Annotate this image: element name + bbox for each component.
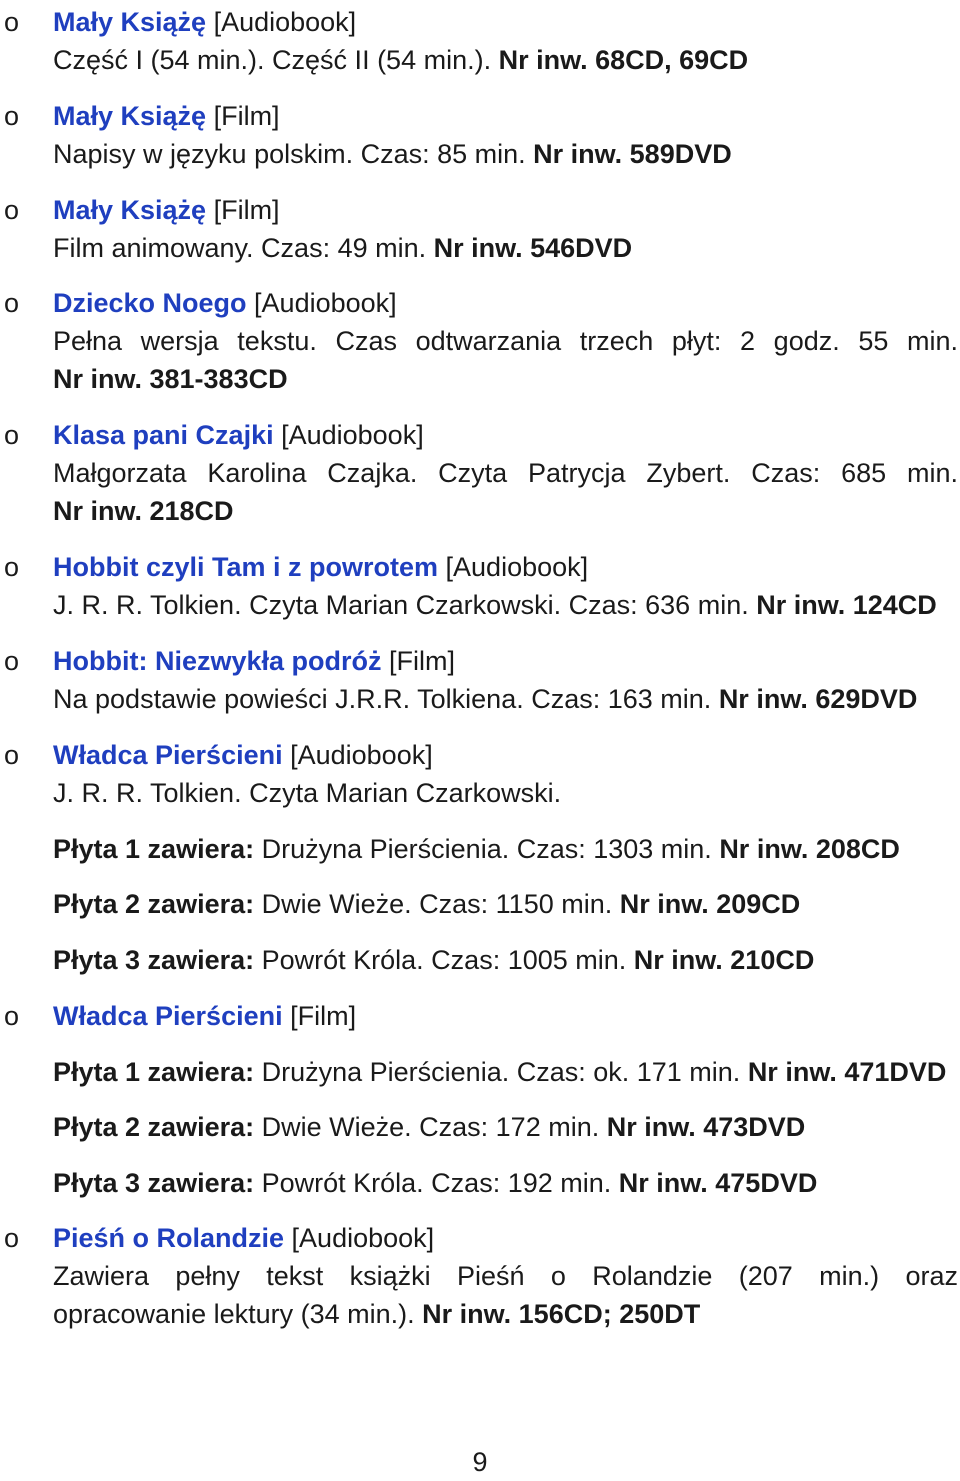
entry-description-continued (53, 360, 958, 398)
entry-title: Klasa pani Czajki (53, 420, 274, 450)
disc-line (53, 941, 958, 979)
entry-desc: J. R. R. Tolkien. Czyta Marian Czarkowski. Czas: 636 min. (53, 590, 757, 620)
entry-title: Mały Książę (53, 7, 207, 37)
inventory-number: Nr inw. 381-383CD (53, 364, 288, 394)
entry-heading (53, 1219, 958, 1257)
entry-title: Mały Książę (53, 101, 207, 131)
entry-description (53, 774, 958, 812)
inventory-number: Nr inw. 546DVD (433, 233, 633, 263)
inventory-number: Nr inw. 209CD (619, 889, 801, 919)
entry-kind: [Audiobook] (273, 420, 424, 450)
inventory-number: Nr inw. 124CD (756, 590, 937, 620)
bullet: o (4, 195, 20, 225)
inventory-number: Nr inw. 208CD (719, 834, 900, 864)
entry-heading (53, 284, 958, 322)
entry-title: Pieśń o Rolandzie (53, 1223, 285, 1253)
inventory-number: Nr inw. 218CD (53, 496, 234, 526)
bullet: o (4, 740, 20, 770)
entry-desc: Małgorzata Karolina Czajka. Czyta Patrycja Zybert. Czas: 685 min. (53, 458, 958, 488)
disc-label: Płyta 1 zawiera: (53, 834, 255, 864)
disc-line (53, 885, 958, 923)
entry-description-continued (53, 492, 958, 530)
entry-heading (53, 997, 958, 1035)
disc-line (53, 830, 958, 868)
bullet: o (4, 1223, 20, 1253)
entry-kind: [Audiobook] (438, 552, 589, 582)
entry-title: Dziecko Noego (53, 288, 247, 318)
entry-desc: J. R. R. Tolkien. Czyta Marian Czarkowski. (53, 778, 562, 808)
entry-desc: Film animowany. Czas: 49 min. (53, 233, 434, 263)
disc-text: Powrót Króla. Czas: 1005 min. (254, 945, 634, 975)
inventory-number: Nr inw. 471DVD (747, 1057, 947, 1087)
entry-description (53, 680, 958, 718)
disc-label: Płyta 3 zawiera: (53, 1168, 255, 1198)
entry-kind: [Film] (206, 101, 280, 131)
entry-desc: Napisy w języku polskim. Czas: 85 min. (53, 139, 534, 169)
entry-kind: [Audiobook] (246, 288, 397, 318)
inventory-number: Nr inw. 156CD; 250DT (422, 1299, 701, 1329)
disc-text: Dwie Wieże. Czas: 1150 min. (254, 889, 620, 919)
entry-description (53, 454, 958, 492)
entry-title: Władca Pierścieni (53, 740, 283, 770)
entry-description (53, 135, 958, 173)
entry-heading (53, 736, 958, 774)
disc-text: Powrót Króla. Czas: 192 min. (254, 1168, 619, 1198)
bullet: o (4, 1001, 20, 1031)
entry-heading (53, 3, 958, 41)
inventory-number: Nr inw. 210CD (633, 945, 815, 975)
disc-line (53, 1108, 958, 1146)
disc-text: Drużyna Pierścienia. Czas: 1303 min. (254, 834, 720, 864)
inventory-number: Nr inw. 475DVD (618, 1168, 818, 1198)
bullet: o (4, 552, 20, 582)
entry-heading (53, 97, 958, 135)
entry-description-continued (53, 1295, 958, 1333)
bullet: o (4, 288, 20, 318)
entry-kind: [Film] (282, 1001, 357, 1031)
entry-description (53, 322, 958, 360)
entry-description (53, 229, 958, 267)
disc-line (53, 1164, 958, 1202)
entry-description (53, 41, 958, 79)
entry-title: Hobbit: Niezwykła podróż (53, 646, 382, 676)
entry-desc: Pełna wersja tekstu. Czas odtwarzania trzech płyt: 2 godz. 55 min. (53, 326, 958, 356)
entry-title: Władca Pierścieni (53, 1001, 283, 1031)
entry-desc: Zawiera pełny tekst książki Pieśń o Rolandzie (207 min.) oraz (53, 1261, 958, 1291)
entry-desc: Część I (54 min.). Część II (54 min.). (53, 45, 499, 75)
entry-desc: Na podstawie powieści J.R.R. Tolkiena. Czas: 163 min. (53, 684, 719, 714)
disc-line (53, 1053, 958, 1091)
entry-kind: [Audiobook] (206, 7, 357, 37)
inventory-number: Nr inw. 68CD, 69CD (498, 45, 749, 75)
entry-title: Mały Książę (53, 195, 207, 225)
entry-heading (53, 642, 958, 680)
entry-description (53, 1257, 958, 1295)
entry-kind: [Film] (206, 195, 280, 225)
inventory-number: Nr inw. 629DVD (718, 684, 918, 714)
bullet: o (4, 101, 20, 131)
disc-label: Płyta 2 zawiera: (53, 889, 255, 919)
entry-heading (53, 191, 958, 229)
bullet: o (4, 7, 20, 37)
entry-title: Hobbit czyli Tam i z powrotem (53, 552, 439, 582)
entry-kind: [Film] (381, 646, 456, 676)
disc-text: Drużyna Pierścienia. Czas: ok. 171 min. (254, 1057, 748, 1087)
disc-label: Płyta 1 zawiera: (53, 1057, 255, 1087)
entry-heading (53, 416, 958, 454)
bullet: o (4, 420, 20, 450)
entry-kind: [Audiobook] (284, 1223, 435, 1253)
disc-text: Dwie Wieże. Czas: 172 min. (254, 1112, 607, 1142)
inventory-number: Nr inw. 589DVD (533, 139, 732, 169)
entry-heading (53, 548, 958, 586)
entry-desc-2: opracowanie lektury (34 min.). (53, 1299, 423, 1329)
disc-label: Płyta 2 zawiera: (53, 1112, 255, 1142)
disc-label: Płyta 3 zawiera: (53, 945, 255, 975)
bullet: o (4, 646, 20, 676)
entry-kind: [Audiobook] (282, 740, 433, 770)
page-number: 9 (472, 1447, 488, 1477)
entry-description (53, 586, 958, 624)
inventory-number: Nr inw. 473DVD (606, 1112, 806, 1142)
